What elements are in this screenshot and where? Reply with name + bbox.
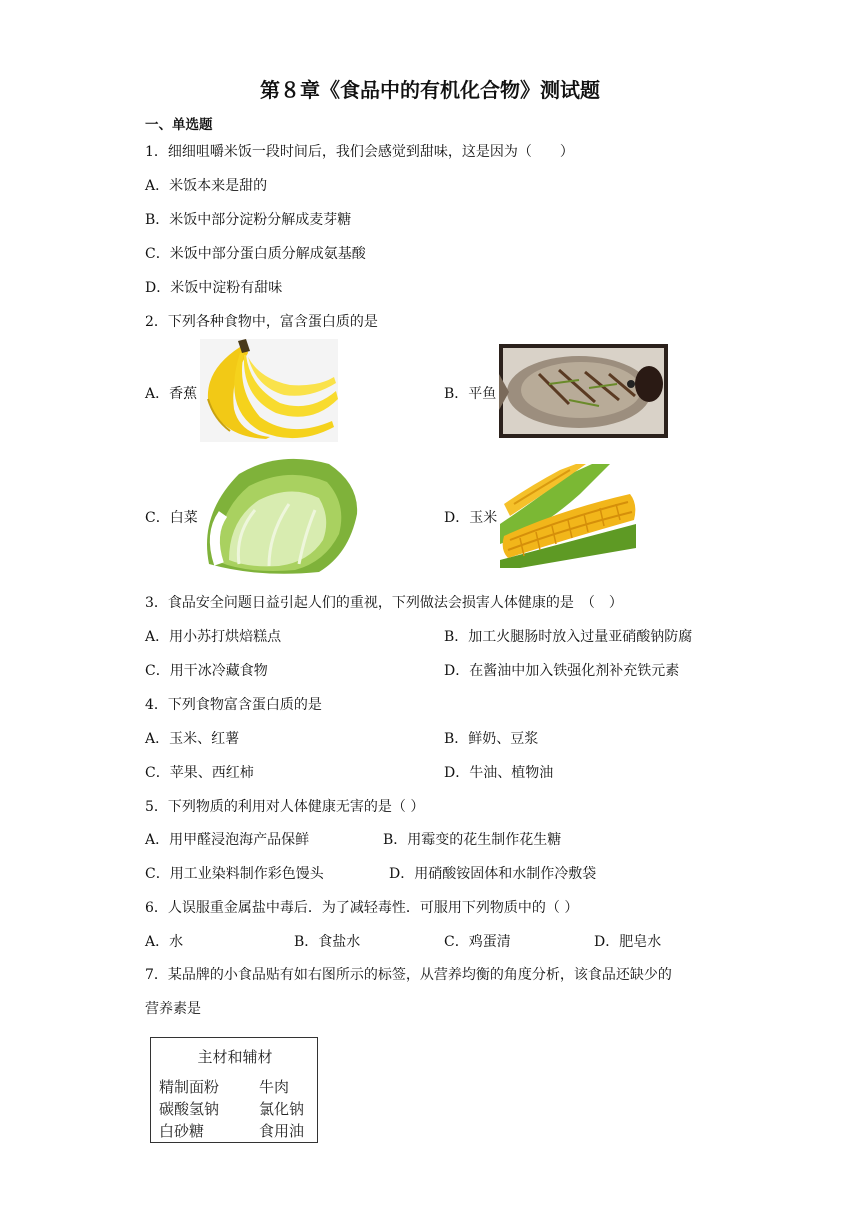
question-1-option-a: A．米饭本来是甜的: [145, 178, 268, 194]
food-label-item: 碳酸氢钠: [159, 1100, 220, 1118]
cabbage-image: [199, 454, 360, 576]
question-2-option-d: D．玉米: [444, 510, 498, 526]
question-2-option-c: C．白菜: [145, 510, 198, 526]
question-1-option-b: B．米饭中部分淀粉分解成麦芽糖: [145, 212, 352, 228]
question-5-option-d: D．用硝酸铵固体和水制作冷敷袋: [389, 866, 597, 882]
question-5-stem: 5．下列物质的利用对人体健康无害的是（ ）: [145, 799, 425, 815]
question-3-option-c: C．用干冰冷藏食物: [145, 663, 268, 679]
question-3-option-a: A．用小苏打烘焙糕点: [145, 629, 282, 645]
food-label-title: 主材和辅材: [197, 1048, 273, 1066]
question-1-option-d: D．米饭中淀粉有甜味: [145, 280, 283, 296]
food-label-item: 精制面粉: [159, 1078, 220, 1096]
question-4-option-b: B．鲜奶、豆浆: [444, 731, 539, 747]
question-6-stem: 6．人误服重金属盐中毒后．为了减轻毒性．可服用下列物质中的（ ）: [145, 900, 579, 916]
question-5-option-b: B．用霉变的花生制作花生糖: [383, 832, 562, 848]
question-3-stem: 3．食品安全问题日益引起人们的重视，下列做法会损害人体健康的是 （ ）: [145, 595, 623, 611]
question-4-stem: 4．下列食物富含蛋白质的是: [145, 697, 322, 713]
question-3-option-b: B．加工火腿肠时放入过量亚硝酸钠防腐: [444, 629, 693, 645]
question-4-option-c: C．苹果、西红柿: [145, 765, 254, 781]
question-7-stem-continued: 营养素是: [145, 1001, 201, 1017]
question-6-option-d: D．肥皂水: [594, 934, 662, 950]
question-2-option-a: A．香蕉: [145, 386, 198, 402]
food-label-item: 白砂糖: [159, 1122, 205, 1140]
fish-image: [499, 344, 668, 438]
question-6-option-a: A．水: [145, 934, 184, 950]
question-5-option-c: C．用工业染料制作彩色馒头: [145, 866, 324, 882]
section-heading: 一、单选题: [145, 117, 213, 133]
question-3-option-d: D．在酱油中加入铁强化剂补充铁元素: [444, 663, 680, 679]
food-label-item: 氯化钠: [259, 1100, 305, 1118]
banana-image: [200, 339, 338, 442]
food-label-item: 牛肉: [259, 1078, 290, 1096]
question-6-option-b: B．食盐水: [294, 934, 361, 950]
question-6-option-c: C．鸡蛋清: [444, 934, 511, 950]
question-1-option-c: C．米饭中部分蛋白质分解成氨基酸: [145, 246, 366, 262]
food-label-item: 食用油: [259, 1122, 305, 1140]
question-4-option-a: A．玉米、红薯: [145, 731, 240, 747]
question-2-option-b: B．平鱼: [444, 386, 497, 402]
question-5-option-a: A．用甲醛浸泡海产品保鲜: [145, 832, 310, 848]
food-label-box: [150, 1037, 318, 1143]
question-4-option-d: D．牛油、植物油: [444, 765, 554, 781]
question-2-stem: 2．下列各种食物中，富含蛋白质的是: [145, 314, 378, 330]
question-7-stem: 7．某品牌的小食品贴有如右图所示的标签，从营养均衡的角度分析，该食品还缺少的: [145, 967, 672, 983]
question-1-stem: 1．细细咀嚼米饭一段时间后，我们会感觉到甜味，这是因为（ ）: [145, 144, 574, 160]
page-title: 第８章《食品中的有机化合物》测试题: [260, 78, 600, 102]
corn-image: [500, 464, 636, 568]
